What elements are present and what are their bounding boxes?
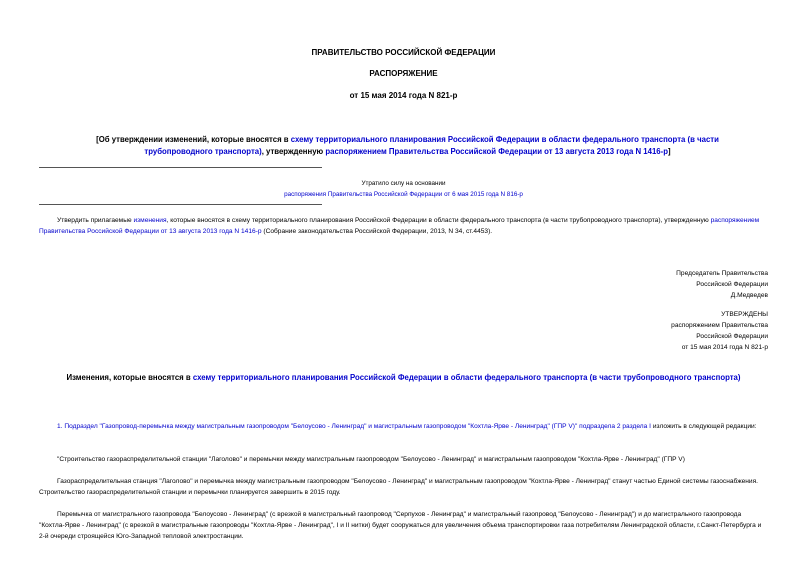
intro-paragraph xyxy=(39,215,768,237)
doc-type-heading: РАСПОРЯЖЕНИЕ xyxy=(369,69,438,78)
signature-block xyxy=(676,268,768,301)
title-text: , утвержденную xyxy=(261,147,326,156)
lost-force-text: Утратило силу на основании xyxy=(361,180,446,187)
changes-title-link[interactable]: схему территориального планирования Российской Федерации в области федерального транспорта (в части трубопроводного транспорта) xyxy=(192,373,741,382)
approved-country: Российской Федерации xyxy=(696,333,768,340)
title-text: ] xyxy=(668,147,671,156)
changes-title xyxy=(40,372,767,383)
intro-link-changes[interactable]: изменения xyxy=(133,217,167,224)
org-heading: ПРАВИТЕЛЬСТВО РОССИЙСКОЙ ФЕДЕРАЦИИ xyxy=(311,48,496,57)
intro-text: Утвердить прилагаемые xyxy=(57,217,134,224)
intro-text: (Собрание законодательства Российской Федерации, 2013, N 34, ст.4453). xyxy=(261,228,493,235)
document-title xyxy=(85,134,730,158)
changes-title-text: Изменения, которые вносятся в xyxy=(66,373,193,382)
title-link-order-1416[interactable]: распоряжением Правительства Российской Федерации от 13 августа 2013 года N 1416-р xyxy=(325,147,668,156)
signature-position: Председатель Правительства xyxy=(676,270,768,277)
paragraph-2: Газораспределительная станция "Лаголово" и перемычка между магистральным газопроводом "Белоусово - Ленинград" и магистральным газопроводом "Кохтла-Ярве - Ленинград" станут частью Единой системы газоснабжения. Строительство газораспределительной станции и перемычки планируется завершить в 2015 году. xyxy=(39,478,759,496)
approval-stamp xyxy=(671,309,768,353)
paragraph-3: Перемычка от магистрального газопровода "Белоусово - Ленинград" (с врезкой в магистральный газопровод "Серпухов - Ленинград" и магистральный газопровод "Белоусово - Ленинград") и до магистрального газопровода "Кохтла-Ярве - Ленинград" (с врезкой в магистральные газопроводы "Кохтла-Ярве - Ленинград", I и II нитки) будет сооружаться для увеличения объема транспортировки газа потребителям Ленинградской области, г.Санкт-Петербурга и 2-й очереди строящейся Юго-Западной тепловой электростанции. xyxy=(39,511,762,540)
intro-text: , которые вносятся в схему территориального планирования Российской Федерации в области федерального транспорта (в части трубопроводного транспорта), утвержденную xyxy=(166,217,711,224)
item-1-link[interactable]: 1. Подраздел "Газопровод-перемычка между магистральным газопроводом "Белоусово - Ленинград" и магистральным газопроводом "Кохтла-Ярве - Ленинград" (ГПР V)" подраздела 2 раздела I xyxy=(57,423,651,430)
approved-by: распоряжением Правительства xyxy=(671,322,768,329)
title-text: [Об утверждении изменений, которые вносятся в xyxy=(96,135,291,144)
signature-name: Д.Медведев xyxy=(730,292,768,299)
item-1-text: изложить в следующей редакции: xyxy=(650,423,757,430)
intro-link-order-1416[interactable]: распоряжением Правительства Российской Федерации от 13 августа 2013 года N 1416-р xyxy=(39,217,760,235)
lost-force-link[interactable]: распоряжения Правительства Российской Федерации от 6 мая 2015 года N 816-р xyxy=(284,191,523,198)
approved-date: от 15 мая 2014 года N 821-р xyxy=(681,344,768,351)
title-link-scheme[interactable]: схему территориального планирования Российской Федерации в области федерального транспорта (в части трубопроводного транспорта) xyxy=(144,135,719,156)
approved-label: УТВЕРЖДЕНЫ xyxy=(721,311,768,318)
item-1-paragraph xyxy=(39,421,768,432)
signature-country: Российской Федерации xyxy=(696,281,768,288)
divider-bottom xyxy=(39,204,322,205)
quote-paragraph: "Строительство газораспределительной станции "Лаголово" и перемычки между магистральным газопроводом "Белоусово - Ленинград" и магистральным газопроводом "Кохтла-Ярве - Ленинград" (ГПР V) xyxy=(57,456,685,463)
divider-top xyxy=(39,167,322,168)
lost-force-note xyxy=(0,178,807,200)
doc-date-number: от 15 мая 2014 года N 821-р xyxy=(349,91,458,100)
